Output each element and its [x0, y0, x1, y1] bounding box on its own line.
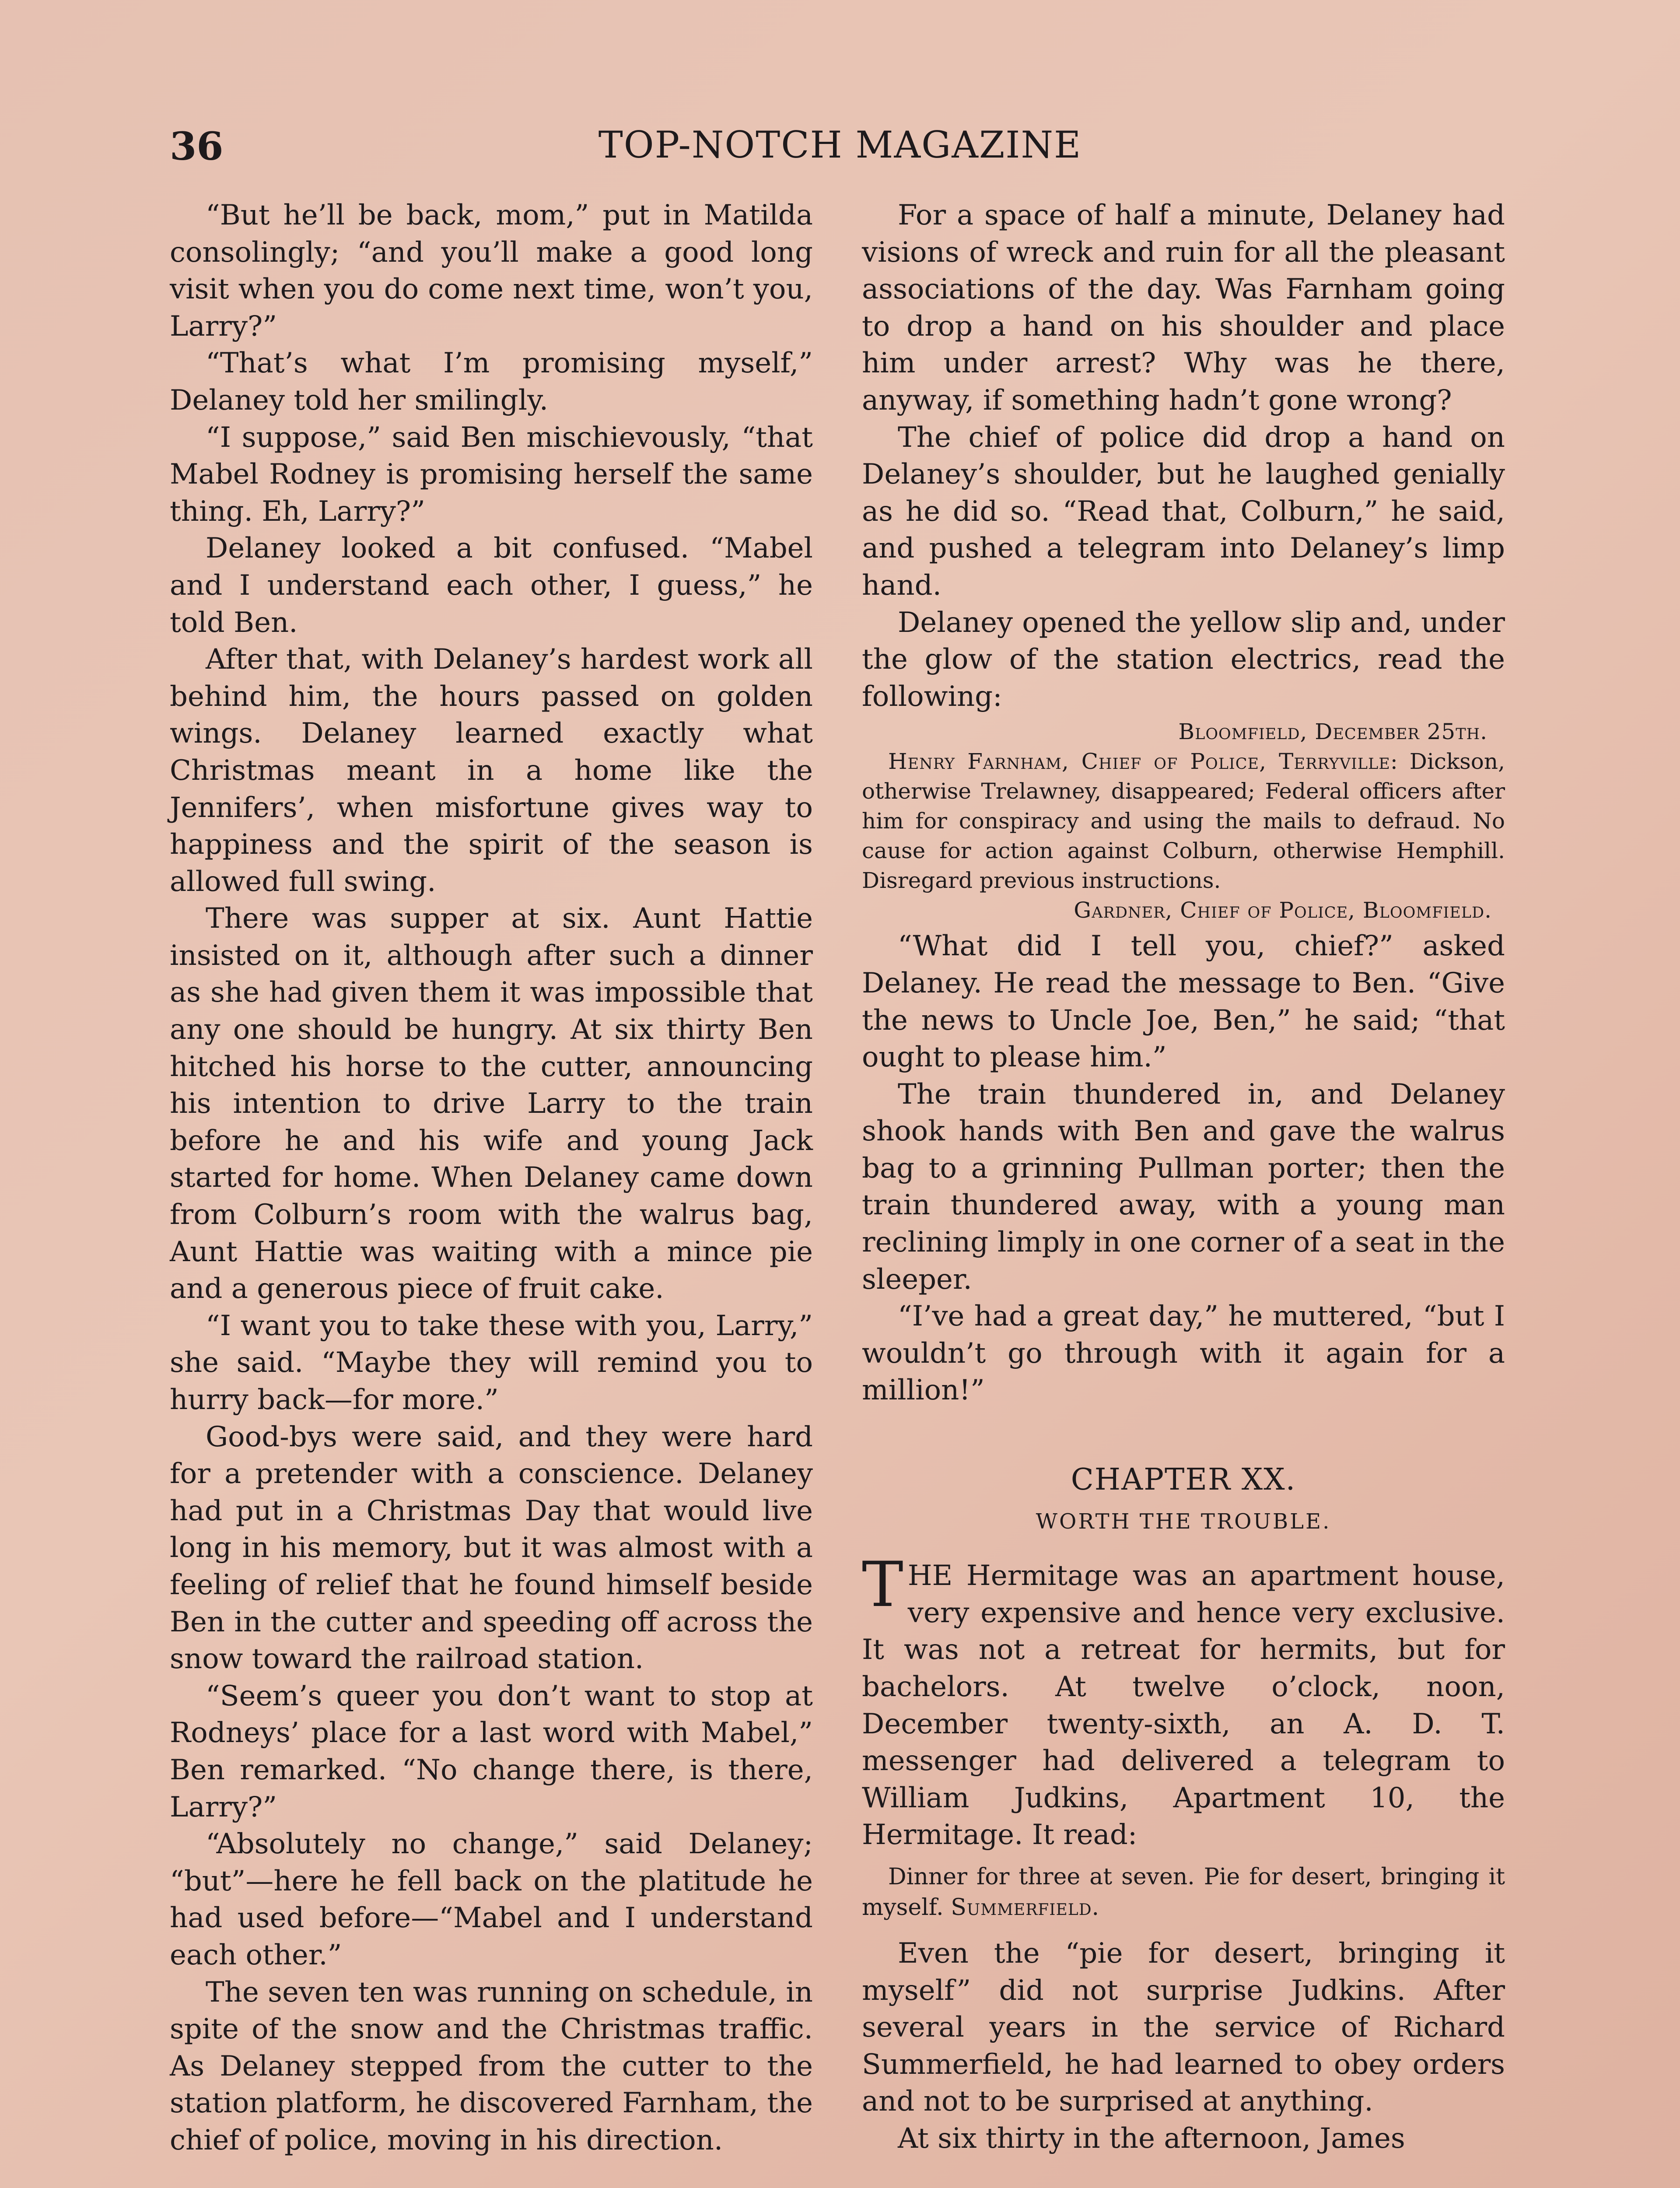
paragraph: At six thirty in the afternoon, James — [898, 2122, 1405, 2155]
telegram-block — [862, 717, 1505, 925]
paragraph: The train thundered in, and Delaney shook hands with Ben and gave the walrus bag to a grinning Pullman porter; then the train thundered away, with a young man reclining limply in one corner of a seat in the sleeper. — [862, 1078, 1505, 1296]
running-head: TOP-NOTCH MAGAZINE — [598, 123, 1082, 166]
paragraph: “What did I tell you, chief?” asked Delaney. He read the message to Ben. “Give the news to Uncle Joe, Ben,” he said; “that ought to please him.” — [862, 930, 1505, 1074]
paragraph: There was supper at six. Aunt Hattie insisted on it, although after such a dinner as she had given them it was impossible that any one should be hungry. At six thirty Ben hitched his horse to the cutter, announcing his intention to drive Larry to the train before he and his wife and young Jack started for home. When Delaney came down from Colburn’s room with the walrus bag, Aunt Hattie was waiting with a mince pie and a generous piece of fruit cake. — [170, 902, 813, 1305]
chapter-opening-paragraph — [862, 1549, 1505, 1854]
telegram-block — [862, 1862, 1505, 1923]
paragraph: “But he’ll be back, mom,” put in Matilda consolingly; “and you’ll make a good long visit when you do come next time, won’t you, Larry?” — [170, 199, 813, 343]
telegram-origin: Bloomfield, December 25th. — [1178, 719, 1488, 745]
paragraph: “I’ve had a great day,” he muttered, “but I wouldn’t go through with it again for a million!” — [862, 1300, 1505, 1407]
telegram-text — [862, 747, 1505, 895]
paragraph: “Absolutely no change,” said Delaney; “but”—here he fell back on the platitude he had used before—“Mabel and I understand each other.” — [170, 1828, 813, 1971]
telegram-body: Dinner for three at seven. Pie for desert, bringing it myself. — [862, 1863, 1505, 1921]
telegram-body: : Dickson, otherwise Trelawney, disappeared; Federal officers after him for conspiracy and using the mails to defraud. No cause for action against Colburn, otherwise Hemphill. Disregard previous instructions. — [862, 749, 1505, 894]
chapter-title: CHAPTER XX. — [1071, 1462, 1296, 1497]
paragraph: “That’s what I’m promising myself,” Delaney told her smilingly. — [170, 347, 813, 417]
paragraph: “I want you to take these with you, Larry,” she said. “Maybe they will remind you to hurry back—for more.” — [170, 1309, 813, 1416]
paragraph: Even the “pie for desert, bringing it myself” did not surprise Judkins. After several years in the service of Richard Summerfield, he had learned to obey orders and not to be surprised at anything. — [862, 1937, 1505, 2118]
telegram-signature: Gardner, Chief of Police, Bloomfield. — [1074, 898, 1492, 923]
chapter-opening-text: HE Hermitage was an apartment house, very expensive and hence very exclusive. It was not a retreat for hermits, but for bachelors. At twelve o’clock, noon, December twenty-sixth, an A. D. T. messenger had delivered a telegram to William Judkins, Apartment 10, the Hermitage. It read: — [862, 1560, 1505, 1851]
paragraph: “I suppose,” said Ben mischievously, “that Mabel Rodney is promising herself the same thing. Eh, Larry?” — [170, 421, 813, 528]
telegram-addressee: Henry Farnham, Chief of Police, Terryville — [888, 749, 1390, 775]
paragraph: After that, with Delaney’s hardest work all behind him, the hours passed on golden wings. Delaney learned exactly what Christmas meant in a home like the Jennifers’, when misfortune gives way to happiness and the spirit of the season is allowed full swing. — [170, 643, 813, 898]
left-column — [170, 197, 813, 2159]
telegram-text — [862, 1862, 1505, 1923]
chapter-subtitle: WORTH THE TROUBLE. — [1036, 1509, 1331, 1534]
paragraph: The seven ten was running on schedule, in spite of the snow and the Christmas traffic. As Delaney stepped from the cutter to the station platform, he discovered Farnham, the chief of police, moving in his direction. — [170, 1976, 813, 2156]
drop-cap: T — [862, 1549, 903, 1621]
paragraph: Good-bys were said, and they were hard for a pretender with a conscience. Delaney had put in a Christmas Day that would live long in his memory, but it was almost with a feeling of relief that he found himself beside Ben in the cutter and speeding off across the snow toward the railroad station. — [170, 1420, 813, 1676]
paragraph: Delaney looked a bit confused. “Mabel and I understand each other, I guess,” he told Ben. — [170, 532, 813, 639]
paragraph: The chief of police did drop a hand on Delaney’s shoulder, but he laughed genially as he did so. “Read that, Colburn,” he said, and pushed a telegram into Delaney’s limp hand. — [862, 421, 1505, 602]
page-number: 36 — [170, 123, 224, 169]
telegram-signature: Summerfield. — [951, 1894, 1100, 1921]
paragraph: For a space of half a minute, Delaney had visions of wreck and ruin for all the pleasant associations of the day. Was Farnham going to drop a hand on his shoulder and place him under arrest? Why was he there, anyway, if something hadn’t gone wrong? — [862, 199, 1505, 417]
right-column — [862, 197, 1505, 2157]
paragraph: “Seem’s queer you don’t want to stop at Rodneys’ place for a last word with Mabel,” Ben remarked. “No change there, is there, Larry?” — [170, 1680, 813, 1823]
paragraph: Delaney opened the yellow slip and, under the glow of the station electrics, read the following: — [862, 606, 1505, 713]
